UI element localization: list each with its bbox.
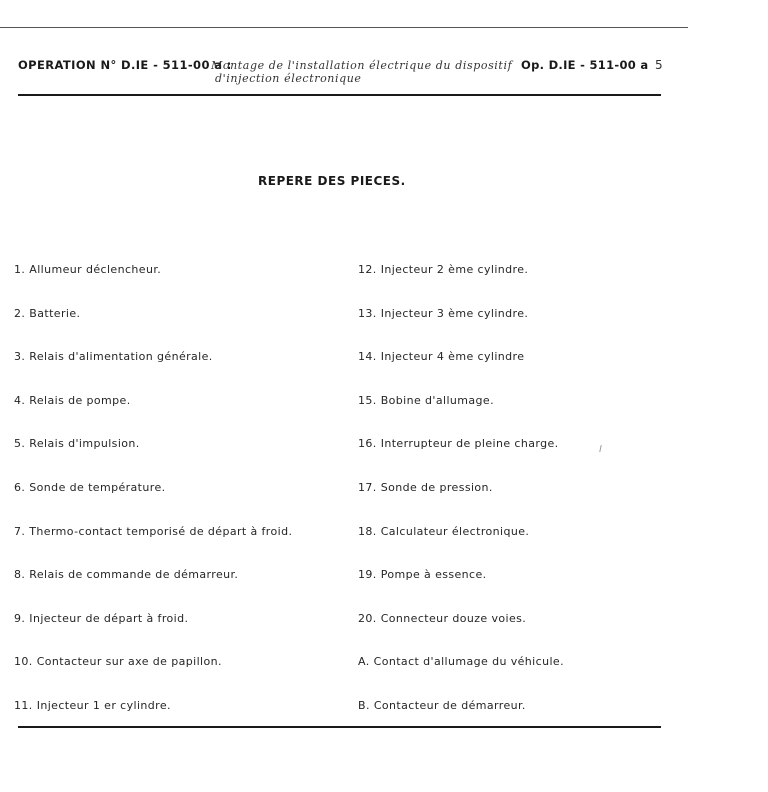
item-number: 10. bbox=[14, 655, 33, 669]
list-item bbox=[358, 567, 658, 611]
item-number: 12. bbox=[358, 263, 377, 276]
item-number: 15. bbox=[358, 393, 377, 407]
header-rule bbox=[18, 94, 661, 96]
item-number: A. bbox=[358, 655, 370, 669]
page-number: 5 bbox=[655, 58, 663, 72]
operation-reference: Op. D.IE - 511-00 a bbox=[521, 58, 649, 72]
item-label: Bobine d'allumage. bbox=[380, 393, 494, 407]
item-label: Injecteur de départ à froid. bbox=[29, 611, 189, 625]
item-label: Pompe à essence. bbox=[380, 568, 487, 582]
list-item bbox=[358, 611, 658, 655]
list-item bbox=[14, 698, 344, 742]
item-number: 19. bbox=[358, 568, 377, 582]
list-item bbox=[358, 524, 658, 568]
item-label: Relais de commande de démarreur. bbox=[29, 568, 239, 582]
operation-title bbox=[211, 59, 516, 85]
item-label: Batterie. bbox=[29, 306, 81, 320]
item-number: 2. bbox=[14, 306, 26, 320]
list-item bbox=[14, 306, 344, 350]
list-item bbox=[14, 262, 344, 306]
item-label: Contact d'allumage du véhicule. bbox=[373, 655, 564, 669]
item-number: 9. bbox=[14, 611, 26, 625]
section-title: REPERE DES PIECES. bbox=[258, 174, 406, 188]
item-label: Interrupteur de pleine charge. bbox=[380, 437, 559, 451]
item-label: Injecteur 4 ème cylindre bbox=[380, 350, 525, 364]
item-label: Injecteur 2 ème cylindre. bbox=[380, 263, 529, 276]
item-label: Contacteur sur axe de papillon. bbox=[36, 655, 222, 669]
item-label: Sonde de pression. bbox=[380, 480, 493, 494]
item-number: 8. bbox=[14, 568, 26, 582]
item-label: Injecteur 3 ème cylindre. bbox=[380, 306, 529, 320]
list-item bbox=[14, 567, 344, 611]
item-label: Connecteur douze voies. bbox=[380, 611, 527, 625]
item-number: 16. bbox=[358, 437, 377, 451]
item-number: 1. bbox=[14, 263, 26, 276]
operation-title-line2: d'injection électronique bbox=[215, 72, 362, 85]
item-number: B. bbox=[358, 698, 370, 712]
parts-list-right bbox=[358, 262, 658, 742]
list-item bbox=[358, 436, 658, 480]
item-number: 6. bbox=[14, 480, 26, 494]
item-number: 7. bbox=[14, 524, 26, 538]
item-number: 20. bbox=[358, 611, 377, 625]
item-label: Allumeur déclencheur. bbox=[29, 263, 162, 276]
item-label: Sonde de température. bbox=[29, 480, 166, 494]
top-rule bbox=[0, 27, 688, 28]
list-item bbox=[14, 436, 344, 480]
item-number: 14. bbox=[358, 350, 377, 364]
item-number: 5. bbox=[14, 437, 26, 451]
list-item bbox=[14, 611, 344, 655]
item-label: Calculateur électronique. bbox=[380, 524, 530, 538]
list-item bbox=[358, 262, 658, 306]
list-item bbox=[358, 480, 658, 524]
item-label: Thermo-contact temporisé de départ à froid. bbox=[29, 524, 293, 538]
item-label: Relais d'impulsion. bbox=[29, 437, 140, 451]
parts-list-left bbox=[14, 262, 344, 742]
operation-number: OPERATION N° D.IE - 511-00 a : bbox=[18, 58, 232, 72]
list-item bbox=[358, 393, 658, 437]
operation-title-line1: Montage de l'installation électrique du dispositif bbox=[211, 59, 513, 72]
item-number: 4. bbox=[14, 393, 26, 407]
list-item bbox=[14, 524, 344, 568]
list-item bbox=[358, 349, 658, 393]
item-number: 11. bbox=[14, 698, 33, 712]
list-item bbox=[358, 306, 658, 350]
list-item bbox=[14, 393, 344, 437]
item-label: Relais de pompe. bbox=[29, 393, 131, 407]
item-label: Relais d'alimentation générale. bbox=[29, 350, 213, 364]
item-number: 3. bbox=[14, 350, 26, 364]
list-item bbox=[14, 654, 344, 698]
document-header bbox=[18, 58, 668, 94]
item-label: Contacteur de démarreur. bbox=[373, 698, 526, 712]
list-item bbox=[358, 698, 658, 742]
item-label: Injecteur 1 er cylindre. bbox=[36, 698, 171, 712]
list-item bbox=[358, 654, 658, 698]
list-item bbox=[14, 480, 344, 524]
bottom-rule bbox=[18, 726, 661, 728]
item-number: 17. bbox=[358, 480, 377, 494]
item-number: 13. bbox=[358, 306, 377, 320]
item-number: 18. bbox=[358, 524, 377, 538]
list-item bbox=[14, 349, 344, 393]
